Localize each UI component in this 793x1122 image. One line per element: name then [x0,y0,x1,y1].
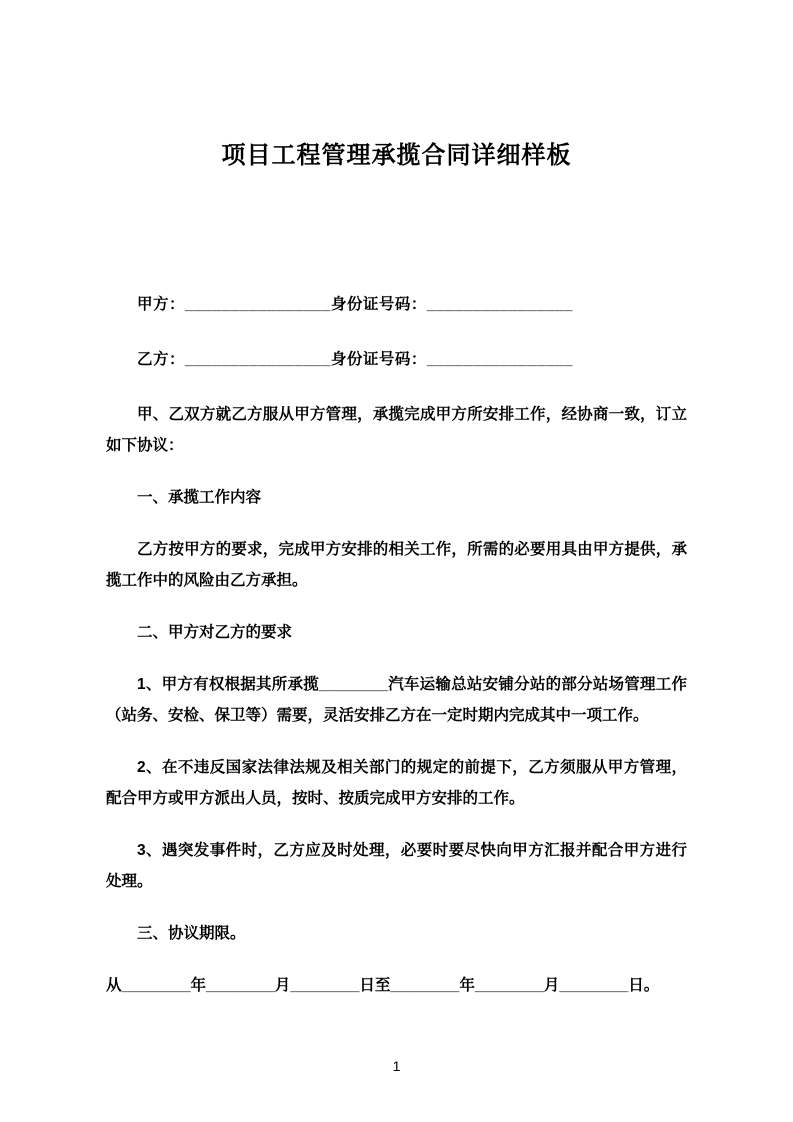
section1-heading: 一、承揽工作内容 [137,488,262,506]
section1-body: 乙方按甲方的要求，完成甲方安排的相关工作，所需的必要用具由甲方提供，承揽工作中的风险由乙方承担。 [106,540,687,589]
section2-item-1: 1、甲方有权根据其所承揽________汽车运输总站安铺分站的部分站场管理工作（站务、安检、保卫等）需要，灵活安排乙方在一定时期内完成其中一项工作。 [106,675,687,724]
section3-heading: 三、协议期限。 [137,924,246,942]
section2-item-3: 3、遇突发事件时，乙方应及时处理，必要时要尽快向甲方汇报并配合甲方进行处理。 [106,841,687,890]
document-title: 项目工程管理承揽合同详细样板 [221,142,572,169]
party-a-line: 甲方：________________身份证号码：________________ [137,295,573,313]
page-number: 1 [392,1058,401,1074]
section2-heading: 二、甲方对乙方的要求 [137,623,293,641]
section2-item-2: 2、在不违反国家法律法规及相关部门的规定的前提下，乙方须服从甲方管理，配合甲方或甲方派出人员，按时、按质完成甲方安排的工作。 [106,758,687,807]
section3-date-line: 从________年________月________日至________年________月________日。 [106,976,660,994]
party-b-line: 乙方：________________身份证号码：________________ [137,350,573,368]
intro-paragraph: 甲、乙双方就乙方服从甲方管理，承揽完成甲方所安排工作，经协商一致，订立如下协议： [106,405,687,454]
